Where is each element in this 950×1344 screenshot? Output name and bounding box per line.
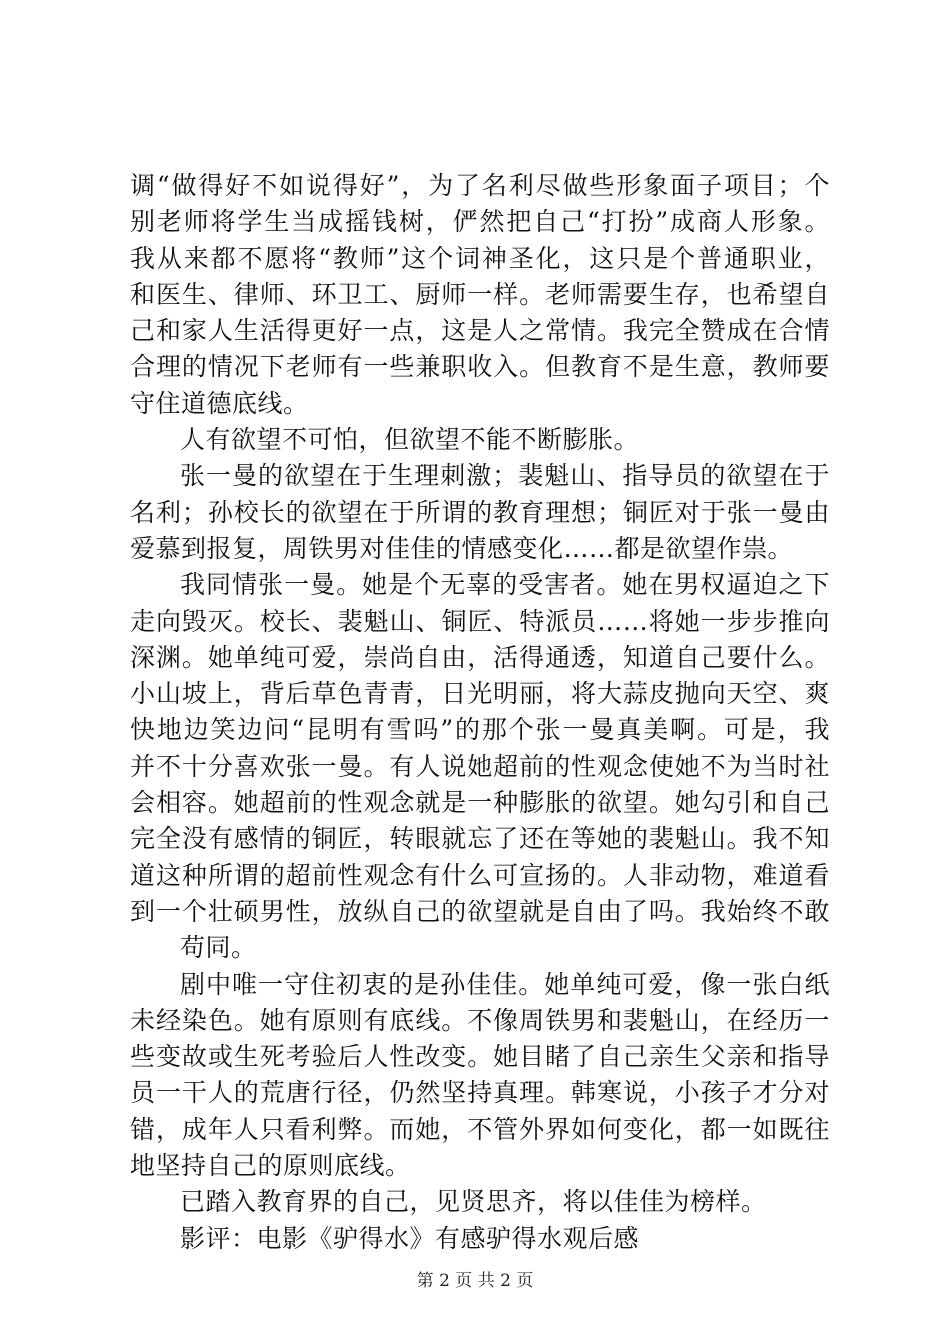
text-line: 快地边笑边问“昆明有雪吗”的那个张一曼真美啊。可是，我 — [130, 715, 830, 745]
text-line: 会相容。她超前的性观念就是一种膨胀的欲望。她勾引和自己 — [130, 788, 830, 818]
text-line: 合理的情况下老师有一些兼职收入。但教育不是生意，教师要 — [130, 352, 830, 382]
text-line: 走向毁灭。校长、裴魁山、铜匠、特派员……将她一步步推向 — [130, 606, 830, 636]
document-body — [130, 168, 830, 1257]
text-line: 别老师将学生当成摇钱树，俨然把自己“打扮”成商人形象。 — [130, 207, 830, 237]
text-line: 道这种所谓的超前性观念有什么可宣扬的。人非动物，难道看 — [130, 860, 830, 890]
paragraph-line: 张一曼的欲望在于生理刺激；裴魁山、指导员的欲望在于 — [180, 461, 830, 491]
text-line: 名利；孙校长的欲望在于所谓的教育理想；铜匠对于张一曼由 — [130, 497, 830, 527]
text-line: 己和家人生活得更好一点，这是人之常情。我完全赞成在合情 — [130, 316, 830, 346]
paragraph-line: 我同情张一曼。她是个无辜的受害者。她在男权逼迫之下 — [180, 570, 830, 600]
paragraph-line: 苟同。 — [180, 933, 257, 963]
text-line: 错，成年人只看利弊。而她，不管外界如何变化，都一如既往 — [130, 1114, 830, 1144]
paragraph-line: 已踏入教育界的自己，见贤思齐，将以佳佳为榜样。 — [180, 1187, 767, 1217]
page-number-footer: 第 2 页 共 2 页 — [416, 1271, 534, 1291]
text-line: 小山坡上，背后草色青青，日光明丽，将大蒜皮抛向天空、爽 — [130, 679, 830, 709]
text-line: 调“做得好不如说得好”，为了名利尽做些形象面子项目；个 — [130, 171, 830, 200]
paragraph-line: 人有欲望不可怕，但欲望不能不断膨胀。 — [180, 425, 640, 455]
text-line: 和医生、律师、环卫工、厨师一样。老师需要生存，也希望自 — [130, 279, 830, 309]
text-line: 地坚持自己的原则底线。 — [130, 1151, 411, 1181]
text-line: 守住道德底线。 — [130, 388, 309, 418]
text-line: 未经染色。她有原则有底线。不像周铁男和裴魁山，在经历一 — [130, 1005, 830, 1035]
text-line: 并不十分喜欢张一曼。有人说她超前的性观念使她不为当时社 — [130, 751, 830, 781]
text-line: 完全没有感情的铜匠，转眼就忘了还在等她的裴魁山。我不知 — [130, 824, 830, 854]
text-line: 到一个壮硕男性，放纵自己的欲望就是自由了吗。我始终不敢 — [130, 896, 830, 926]
paragraph-line: 剧中唯一守住初衷的是孙佳佳。她单纯可爱，像一张白纸 — [180, 969, 830, 999]
text-line: 深渊。她单纯可爱，崇尚自由，活得通透，知道自己要什么。 — [130, 642, 830, 672]
text-line: 些变故或生死考验后人性改变。她目睹了自己亲生父亲和指导 — [130, 1042, 830, 1072]
text-line: 我从来都不愿将“教师”这个词神圣化，这只是个普通职业， — [130, 243, 830, 273]
text-line: 爱慕到报复，周铁男对佳佳的情感变化……都是欲望作祟。 — [130, 533, 794, 563]
paragraph-line: 影评：电影《驴得水》有感驴得水观后感 — [180, 1223, 640, 1253]
text-line: 员一干人的荒唐行径，仍然坚持真理。韩寒说，小孩子才分对 — [130, 1078, 830, 1108]
